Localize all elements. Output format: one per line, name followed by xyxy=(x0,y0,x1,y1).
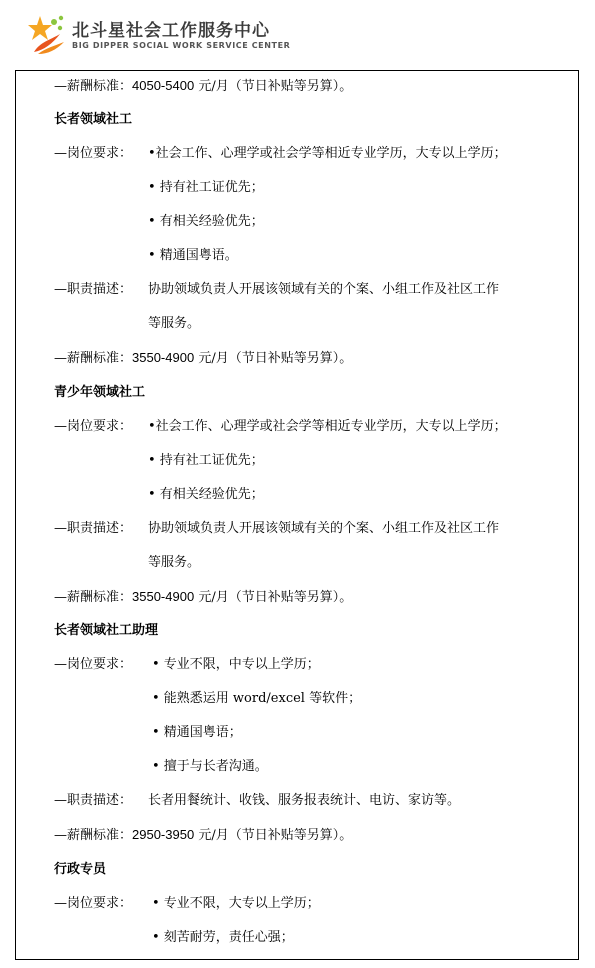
requirement-item: • 刻苦耐劳，责任心强； xyxy=(152,930,294,945)
duty-text: 等服务。 xyxy=(148,555,201,570)
requirement-item: • 精通国粤语； xyxy=(152,725,242,740)
duty-label: —职责描述： xyxy=(54,521,133,536)
duty-text: 等服务。 xyxy=(148,316,201,331)
requirement-item: • 持有社工证优先； xyxy=(148,180,264,195)
requirement-item: • 持有社工证优先； xyxy=(148,453,264,468)
salary-line: —薪酬标准：3550-4900 元/月（节日补贴等另算）。 xyxy=(54,589,353,605)
salary-line: —薪酬标准：2950-3950 元/月（节日补贴等另算）。 xyxy=(54,827,353,843)
requirement-item: •社会工作、心理学或社会学等相近专业学历，大专以上学历； xyxy=(148,146,507,161)
duty-text: 长者用餐统计、收钱、服务报表统计、电访、家访等。 xyxy=(148,793,461,808)
duty-label: —职责描述： xyxy=(54,282,133,297)
requirements-label: —岗位要求： xyxy=(54,896,133,911)
org-name-en: BIG DIPPER SOCIAL WORK SERVICE CENTER xyxy=(72,41,291,50)
job-title: 长者领域社工 xyxy=(54,112,133,127)
requirement-item: • 擅于与长者沟通。 xyxy=(152,759,268,774)
duty-label: —职责描述： xyxy=(54,793,133,808)
duty-text: 协助领域负责人开展该领域有关的个案、小组工作及社区工作 xyxy=(148,521,500,536)
requirement-item: • 有相关经验优先； xyxy=(148,214,264,229)
requirements-label: —岗位要求： xyxy=(54,146,133,161)
org-name-cn: 北斗星社会工作服务中心 xyxy=(72,21,270,41)
salary-line: —薪酬标准：3550-4900 元/月（节日补贴等另算）。 xyxy=(54,350,353,366)
job-title: 行政专员 xyxy=(54,862,107,877)
job-title: 长者领域社工助理 xyxy=(54,623,159,638)
requirements-label: —岗位要求： xyxy=(54,419,133,434)
salary-line: —薪酬标准：4050-5400 元/月（节日补贴等另算）。 xyxy=(54,78,353,94)
requirement-item: • 精通国粤语。 xyxy=(148,248,238,263)
requirement-item: • 有相关经验优先； xyxy=(148,487,264,502)
requirements-label: —岗位要求： xyxy=(54,657,133,672)
requirement-item: • 专业不限，大专以上学历； xyxy=(152,896,320,911)
duty-text: 协助领域负责人开展该领域有关的个案、小组工作及社区工作 xyxy=(148,282,500,297)
job-title: 青少年领域社工 xyxy=(54,385,146,400)
header xyxy=(0,0,595,68)
requirement-item: • 专业不限，中专以上学历； xyxy=(152,657,320,672)
big-dipper-logo-icon xyxy=(24,12,68,56)
requirement-item: • 能熟悉运用 word/excel 等软件； xyxy=(152,691,362,706)
requirement-item: •社会工作、心理学或社会学等相近专业学历，大专以上学历； xyxy=(148,419,507,434)
